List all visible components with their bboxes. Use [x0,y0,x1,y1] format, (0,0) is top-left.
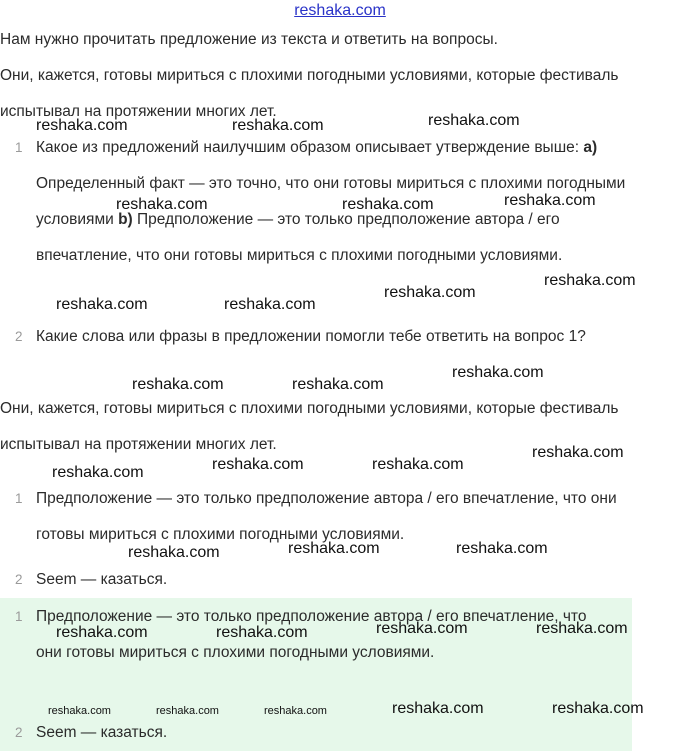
task-sentence: Они, кажется, готовы мириться с плохими погодными условиями, которые фестиваль испытывал на протяжении многих лет. [0,67,619,120]
watermark: reshaka.com [552,700,644,717]
watermark: reshaka.com [232,117,324,134]
answer-text: Seem — казаться. [36,571,168,588]
question-number: 2 [15,329,23,344]
watermark: reshaka.com [224,296,316,313]
watermark: reshaka.com [372,456,464,473]
watermark: reshaka.com [132,376,224,393]
watermark: reshaka.com [452,364,544,381]
watermark: reshaka.com [128,544,220,561]
answer-number: 1 [15,609,23,624]
watermark: reshaka.com [532,444,624,461]
question-number: 1 [15,140,23,155]
answer-text: Предположение — это только предположение автора / его впечатление, что они готовы мириться с плохими погодными условиями. [36,490,617,543]
answer-sentence: Они, кажется, готовы мириться с плохими погодными условиями, которые фестиваль испытывал на протяжении многих лет. [0,400,619,453]
watermark: reshaka.com [544,272,636,289]
watermark: reshaka.com [56,624,148,641]
watermark: reshaka.com [384,284,476,301]
watermark: reshaka.com [428,112,520,129]
watermark: reshaka.com [116,196,208,213]
watermark: reshaka.com [48,705,111,717]
watermark: reshaka.com [288,540,380,557]
watermark: reshaka.com [156,705,219,717]
option-b-label: b) [118,211,133,228]
answer-text: Seem — казаться. [36,724,168,741]
task-intro: Нам нужно прочитать предложение из текста и ответить на вопросы. [0,31,498,48]
watermark: reshaka.com [36,117,128,134]
watermark: reshaka.com [342,196,434,213]
highlighted-answer-item-2 [0,715,600,751]
question-text: Какое из предложений наилучшим образом описывает утверждение выше: a) Определенный факт — это точно, что они готовы мириться с плохими погодными условиями b) Предположение — это только предположение автора / его впечатление, что они готовы мириться с плохими погодными условиями. [36,139,626,264]
watermark: reshaka.com [504,192,596,209]
answer-number: 1 [15,491,23,506]
watermark: reshaka.com [456,540,548,557]
watermark: reshaka.com [392,700,484,717]
answer-number: 2 [15,725,23,740]
watermark: reshaka.com [292,376,384,393]
option-a-label: a) [583,139,598,156]
answer-number: 2 [15,572,23,587]
watermark: reshaka.com [56,296,148,313]
highlighted-answer-item-1 [0,599,600,707]
site-logo-link[interactable]: reshaka.com [294,2,386,19]
watermark: reshaka.com [264,705,327,717]
watermark: reshaka.com [216,624,308,641]
watermark: reshaka.com [52,464,144,481]
answer-text: Предположение — это только предположение автора / его впечатление, что они готовы мириться с плохими погодными условиями. [36,608,587,661]
watermark: reshaka.com [376,620,468,637]
answer-item-2 [0,562,640,598]
question-text: Какие слова или фразы в предложении помогли тебе ответить на вопрос 1? [36,328,586,345]
watermark: reshaka.com [212,456,304,473]
watermark: reshaka.com [536,620,628,637]
